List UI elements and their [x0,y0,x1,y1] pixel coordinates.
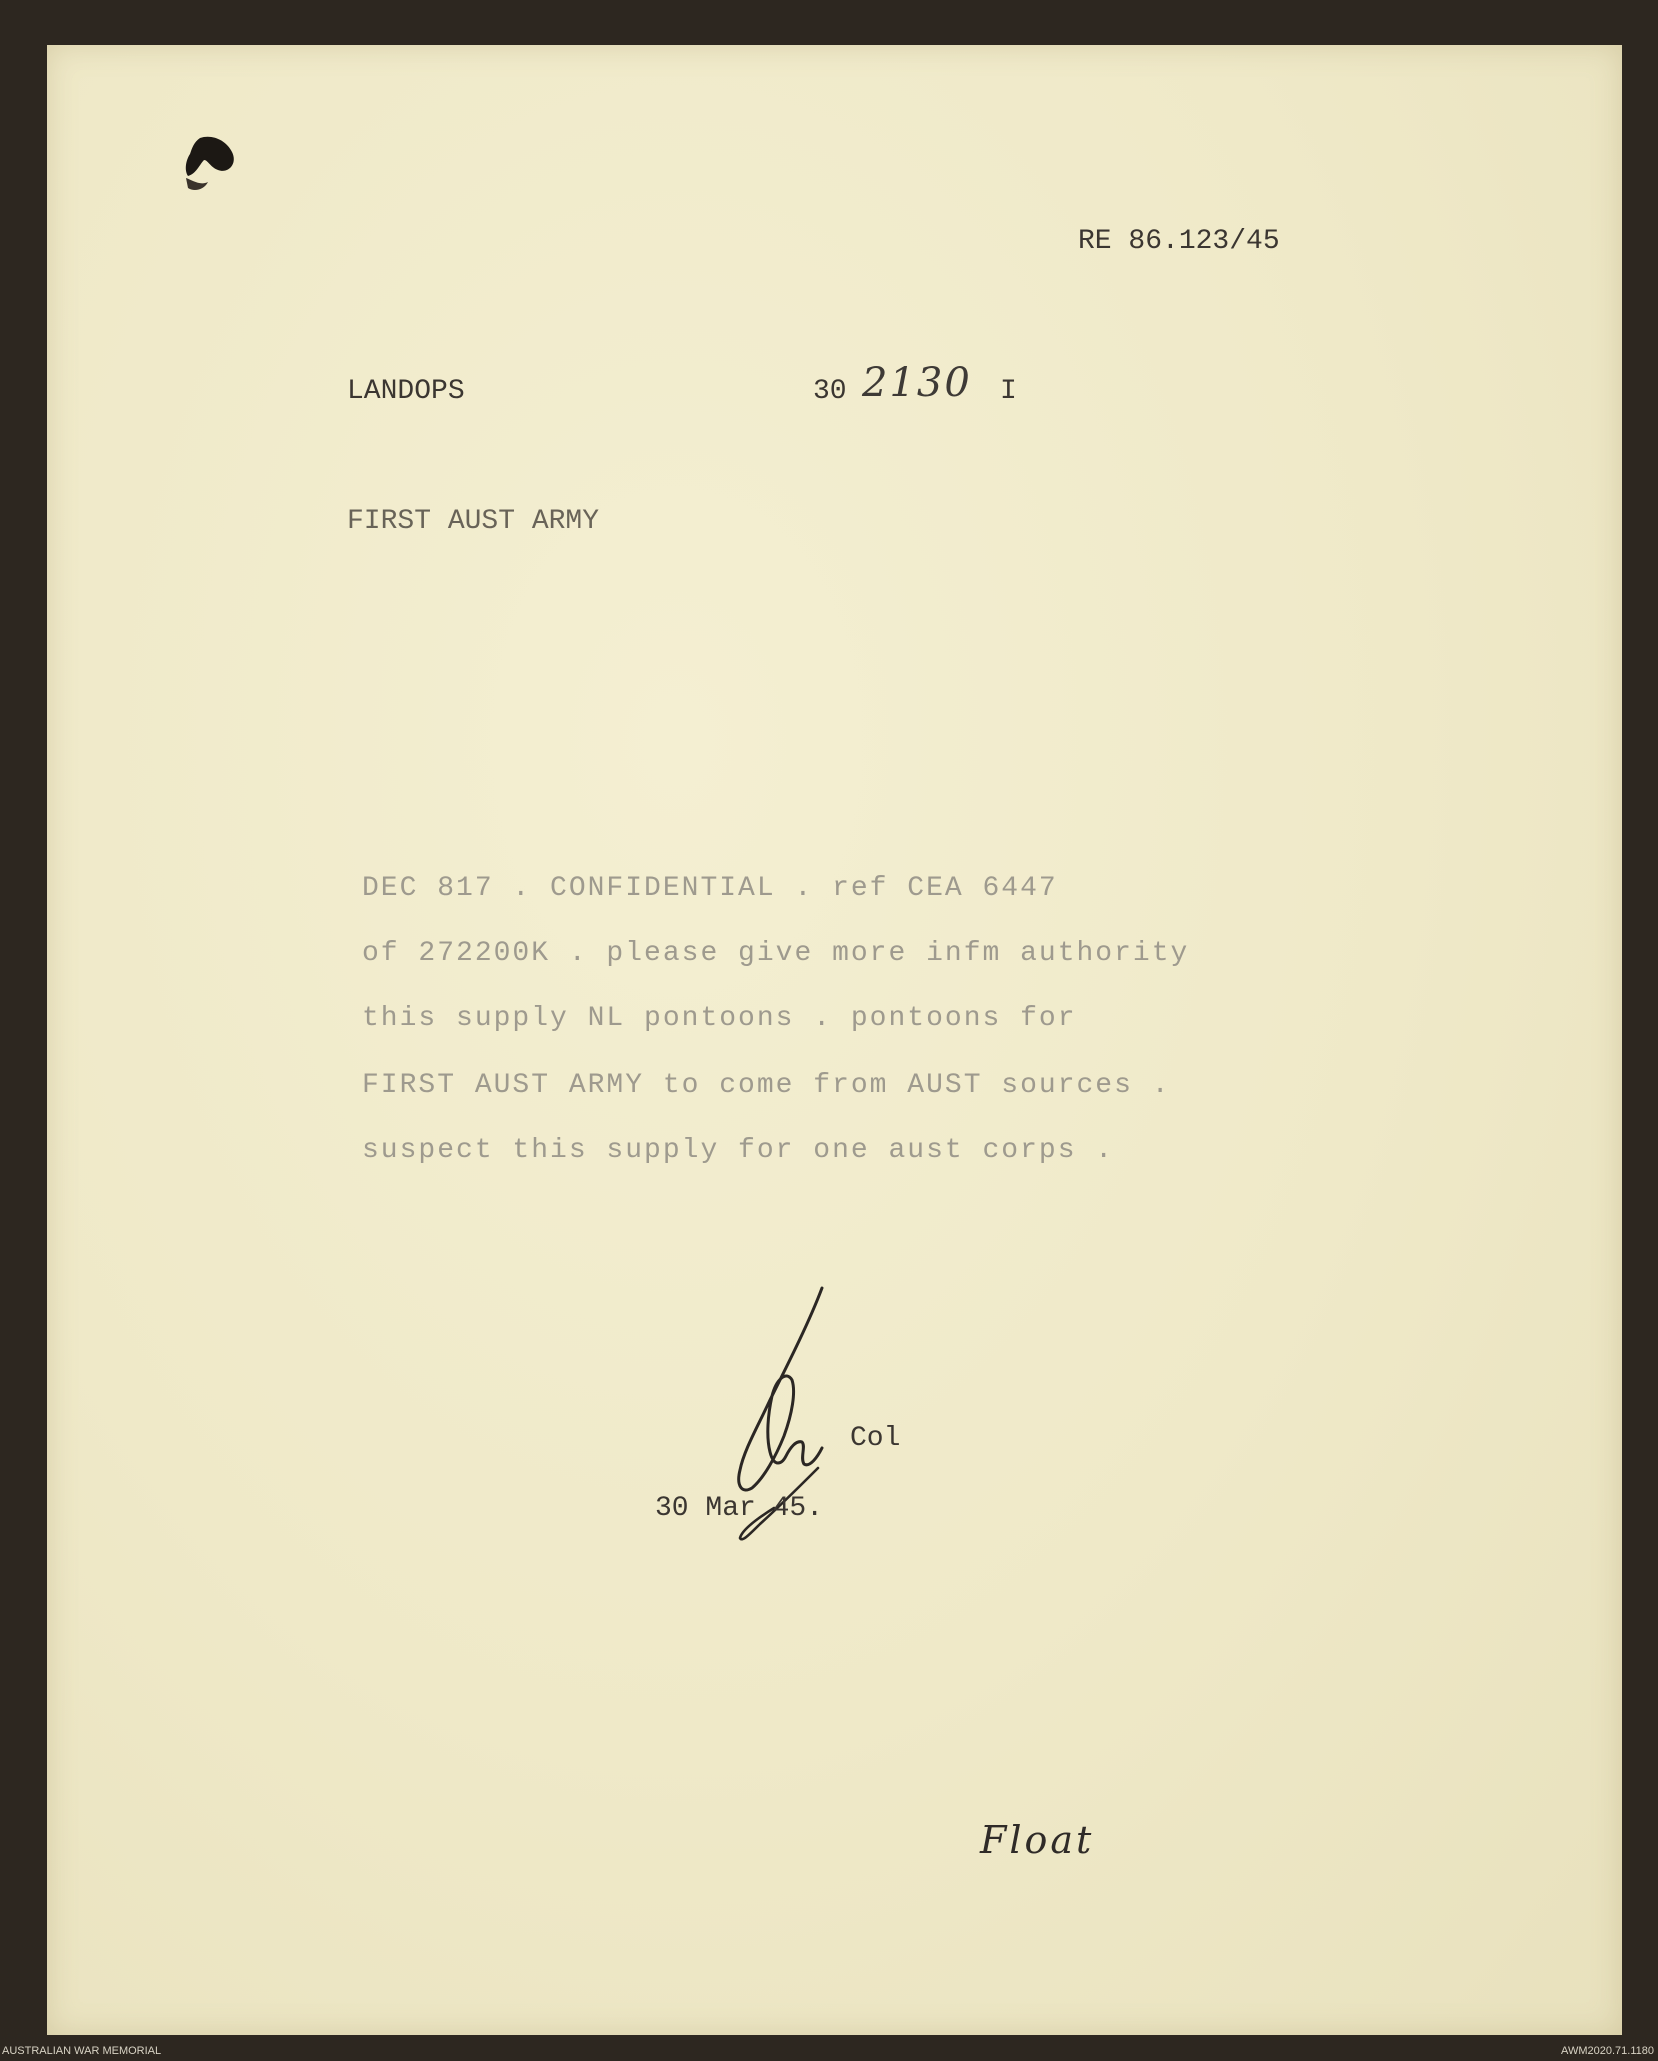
dtg-suffix: I [1000,376,1017,407]
paper-tear-mark [178,130,258,210]
message-body-line: suspect this supply for one aust corps . [362,1135,1115,1166]
message-body-line: this supply NL pontoons . pontoons for [362,1003,1077,1034]
document-date: 30 Mar 45. [655,1493,824,1524]
dtg-prefix: 30 [813,376,847,407]
message-body-line: DEC 817 . CONFIDENTIAL . ref CEA 6447 [362,873,1058,904]
addressee: LANDOPS [347,376,465,407]
signature-rank: Col [850,1423,901,1454]
dtg-handwritten: 2130 [862,360,972,406]
document-page [47,45,1622,2035]
message-body-line: FIRST AUST ARMY to come from AUST sources . [362,1070,1171,1101]
footer-institution: AUSTRALIAN WAR MEMORIAL [2,2045,162,2057]
handwritten-note: Float [980,1818,1095,1862]
message-body-line: of 272200K . please give more infm authority [362,938,1190,969]
footer-accession-number: AWM2020.71.1180 [1561,2045,1654,2057]
sender: FIRST AUST ARMY [347,506,600,537]
reference-number: RE 86.123/45 [1078,226,1280,257]
